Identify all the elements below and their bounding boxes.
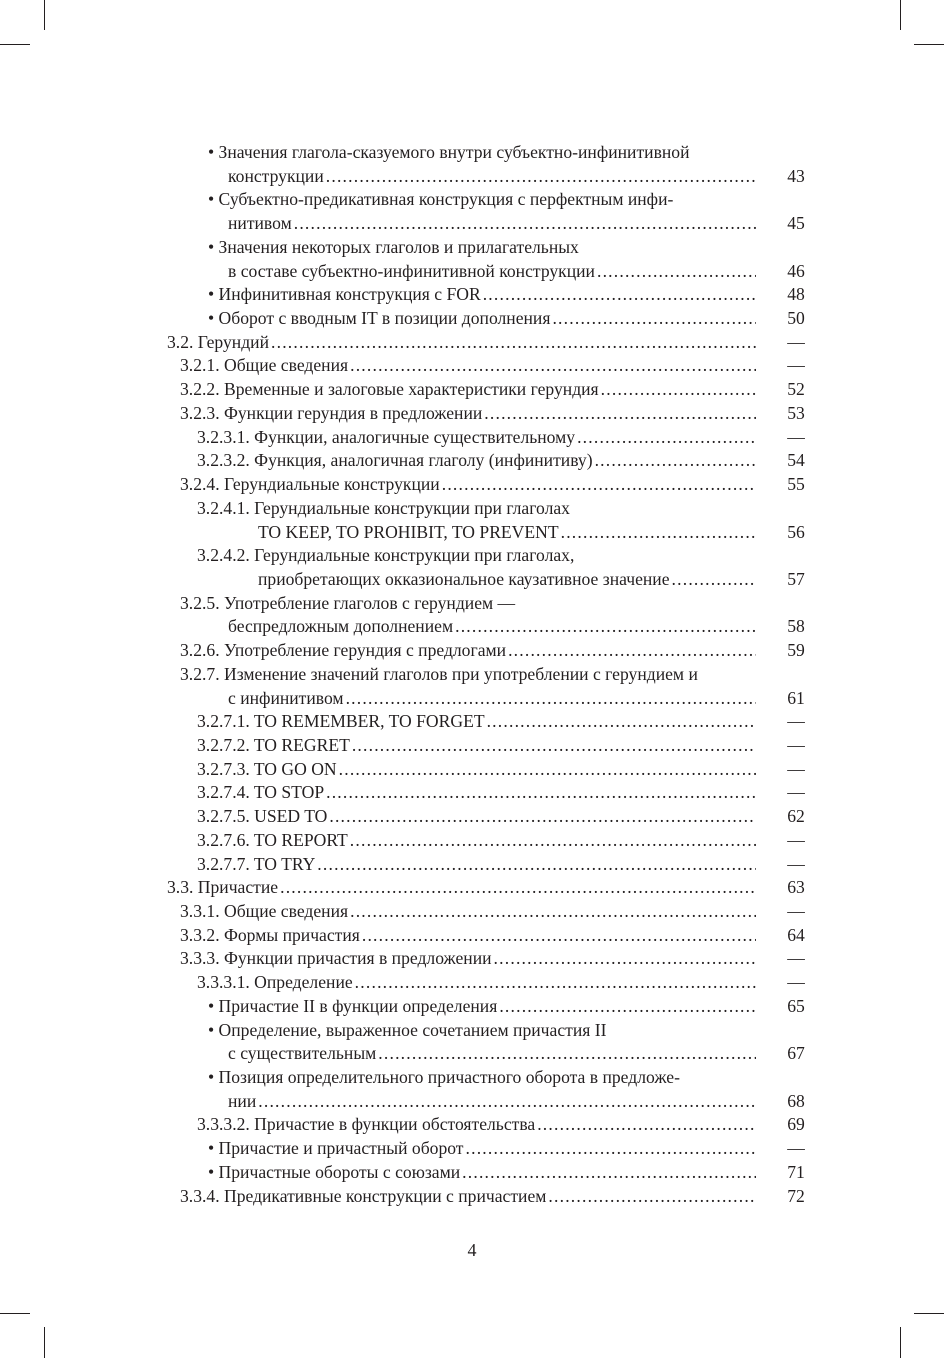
toc-entry[interactable] [0, 331, 944, 355]
toc-entry-title: 3.2.6. Употребление герундия с предлогами [180, 640, 507, 661]
toc-page-number: 57 [787, 568, 805, 589]
toc-page-number: — [787, 426, 805, 447]
toc-entry[interactable] [0, 1113, 944, 1137]
toc-page-number: — [787, 782, 805, 803]
dot-leader [672, 568, 756, 592]
toc-entry-title: 3.2.7. Изменение значений глаголов при употреблении с герундием и [180, 663, 698, 684]
toc-entry-title: 3.3.3. Функции причастия в предложении [180, 948, 492, 969]
toc-page-number: 59 [787, 640, 805, 661]
toc-entry[interactable] [0, 188, 944, 235]
crop-mark [914, 1313, 944, 1314]
toc-entry-title-continued: с инфинитивом [228, 687, 344, 708]
dot-leader [271, 331, 756, 355]
toc-page-number: — [787, 758, 805, 779]
toc-page-number: 68 [787, 1090, 805, 1111]
dot-leader [350, 900, 756, 924]
toc-entry-title: • Инфинитивная конструкция с FOR [208, 284, 481, 305]
toc-page-number: 55 [787, 474, 805, 495]
toc-entry[interactable] [0, 971, 944, 995]
toc-page-number: — [787, 331, 805, 352]
toc-page-number: 65 [787, 995, 805, 1016]
toc-page-number: 72 [787, 1185, 805, 1206]
toc-entry[interactable] [0, 1185, 944, 1209]
toc-entry-title: 3.2.3.1. Функции, аналогичные существительному [197, 426, 576, 447]
toc-entry-title: 3.2.5. Употребление глаголов с герундием — [180, 592, 516, 613]
dot-leader [484, 402, 756, 426]
toc-page-number: 46 [787, 260, 805, 281]
dot-leader [352, 734, 756, 758]
crop-mark [44, 0, 45, 30]
toc-entry[interactable] [0, 354, 944, 378]
dot-leader [326, 165, 756, 189]
toc-entry[interactable] [0, 995, 944, 1019]
dot-leader [508, 639, 756, 663]
dot-leader [537, 1113, 756, 1137]
toc-entry[interactable] [0, 592, 944, 639]
toc-entry-title: 3.3. Причастие [167, 877, 279, 898]
toc-entry-title-continued: конструкции [228, 165, 324, 186]
toc-entry-title-continued: беспредложным дополнением [228, 616, 454, 637]
dot-leader [378, 1042, 756, 1066]
toc-entry[interactable] [0, 1161, 944, 1185]
toc-entry[interactable] [0, 663, 944, 710]
toc-entry-title: 3.2.7.1. TO REMEMBER, TO FORGET [197, 711, 485, 732]
toc-entry[interactable] [0, 307, 944, 331]
crop-mark [900, 1327, 901, 1358]
toc-entry[interactable] [0, 876, 944, 900]
toc-page-number: 58 [787, 616, 805, 637]
toc-entry-title: • Оборот с вводным IT в позиции дополнения [208, 308, 551, 329]
dot-leader [462, 1161, 756, 1185]
toc-entry-title: 3.3.1. Общие сведения [180, 901, 349, 921]
toc-page-number: 48 [787, 284, 805, 305]
toc-entry-title: 3.2.7.3. TO GO ON [197, 758, 337, 779]
toc-entry-title-continued: нитивом [228, 213, 292, 234]
dot-leader [499, 995, 756, 1019]
toc-page-number: 63 [787, 877, 805, 898]
toc-page-number: 64 [787, 924, 805, 945]
dot-leader [280, 876, 756, 900]
toc-entry-title: • Субъектно-предикативная конструкция с перфектным инфи- [208, 189, 674, 210]
toc-entry-title: 3.3.3.2. Причастие в функции обстоятельства [197, 1114, 536, 1135]
dot-leader [329, 805, 756, 829]
toc-entry[interactable] [0, 473, 944, 497]
toc-page-number: 50 [787, 308, 805, 329]
toc-entry-title: 3.2.7.4. TO STOP [197, 782, 325, 803]
toc-entry-title: 3.3.4. Предикативные конструкции с причастием [180, 1185, 547, 1206]
toc-page-number: 62 [787, 806, 805, 827]
toc-entry-title: • Определение, выраженное сочетанием причастия II [208, 1019, 607, 1040]
toc-entry-title: 3.2.7.5. USED TO [197, 806, 328, 827]
dot-leader [339, 758, 756, 782]
toc-entry-title: 3.2. Герундий [167, 331, 269, 352]
toc-page-number: — [787, 901, 805, 921]
crop-mark [44, 1327, 45, 1358]
toc-entry-title-continued: приобретающих окказиональное каузативное значение [258, 568, 670, 589]
toc-entry[interactable] [0, 497, 944, 544]
toc-entry[interactable] [0, 1066, 944, 1113]
toc-entry-title: • Значения некоторых глаголов и прилагательных [208, 236, 579, 257]
toc-entry-title-continued: в составе субъектно-инфинитивной конструкции [228, 260, 595, 281]
page-number: 4 [467, 1240, 477, 1260]
toc-entry[interactable] [0, 402, 944, 426]
toc-entry-title: 3.2.4.2. Герундиальные конструкции при глаголах, [197, 545, 575, 566]
table-of-contents [0, 141, 944, 1208]
toc-entry[interactable] [0, 900, 944, 924]
toc-page-number: — [787, 1138, 805, 1159]
toc-page-number: 45 [787, 213, 805, 234]
toc-entry-title: 3.2.3.2. Функция, аналогичная глаголу (инфинитиву) [197, 450, 593, 471]
toc-entry[interactable] [0, 426, 944, 450]
toc-entry[interactable] [0, 758, 944, 782]
toc-page-number: — [787, 734, 805, 755]
dot-leader [561, 521, 756, 545]
toc-entry-title: 3.2.1. Общие сведения [180, 355, 349, 376]
toc-page-number: 71 [787, 1161, 805, 1182]
toc-entry-title: 3.2.4.1. Герундиальные конструкции при глаголах [197, 497, 570, 518]
toc-entry-title: 3.2.3. Функции герундия в предложении [180, 402, 483, 423]
toc-entry-title: • Причастные обороты с союзами [208, 1161, 461, 1182]
toc-entry-title-continued: TO KEEP, TO PROHIBIT, TO PREVENT [258, 521, 559, 542]
toc-entry-title: 3.3.3.1. Определение [197, 972, 353, 993]
toc-entry[interactable] [0, 829, 944, 853]
toc-entry-title: • Значения глагола-сказуемого внутри субъектно-инфинитивной [208, 142, 690, 162]
dot-leader [442, 473, 756, 497]
toc-page-number: 61 [787, 687, 805, 708]
toc-entry-title-continued: нии [228, 1090, 257, 1111]
crop-mark [900, 0, 901, 30]
toc-entry[interactable] [0, 805, 944, 829]
dot-leader [597, 260, 756, 284]
toc-entry-title: • Позиция определительного причастного оборота в предложе- [208, 1067, 680, 1088]
toc-page-number: — [787, 355, 805, 376]
toc-entry-title: • Причастие и причастный оборот [208, 1138, 464, 1159]
dot-leader [577, 426, 756, 450]
toc-page-number: 52 [787, 379, 805, 400]
toc-entry[interactable] [0, 141, 944, 188]
toc-page-number: — [787, 711, 805, 732]
dot-leader [294, 212, 756, 236]
toc-page-number: 69 [787, 1114, 805, 1135]
toc-page-number: 43 [787, 165, 805, 186]
dot-leader [350, 354, 756, 378]
toc-entry[interactable] [0, 1019, 944, 1066]
dot-leader [601, 378, 756, 402]
toc-entry-title: 3.2.7.2. TO REGRET [197, 734, 350, 755]
toc-entry[interactable] [0, 449, 944, 473]
toc-entry[interactable] [0, 378, 944, 402]
toc-page-number: — [787, 853, 805, 874]
toc-entry[interactable] [0, 639, 944, 663]
toc-entry-title: 3.2.4. Герундиальные конструкции [180, 474, 440, 495]
toc-entry[interactable] [0, 283, 944, 307]
crop-mark [914, 44, 944, 45]
dot-leader [487, 710, 756, 734]
toc-entry[interactable] [0, 781, 944, 805]
toc-page-number: 67 [787, 1043, 805, 1064]
toc-page-number: 53 [787, 402, 805, 423]
dot-leader [466, 1137, 757, 1161]
toc-entry-title: 3.3.2. Формы причастия [180, 924, 360, 945]
toc-entry[interactable] [0, 734, 944, 758]
dot-leader [258, 1090, 756, 1114]
toc-entry[interactable] [0, 544, 944, 591]
toc-entry[interactable] [0, 236, 944, 283]
toc-entry-title: • Причастие II в функции определения [208, 995, 498, 1016]
dot-leader [548, 1185, 756, 1209]
dot-leader [346, 687, 756, 711]
toc-page-number: 54 [787, 450, 805, 471]
dot-leader [552, 307, 756, 331]
dot-leader [317, 853, 756, 877]
toc-entry[interactable] [0, 710, 944, 734]
toc-entry[interactable] [0, 947, 944, 971]
toc-page-number: 56 [787, 521, 805, 542]
toc-entry[interactable] [0, 853, 944, 877]
dot-leader [350, 829, 756, 853]
dot-leader [595, 449, 756, 473]
crop-mark [0, 1313, 30, 1314]
dot-leader [326, 781, 756, 805]
crop-mark [0, 44, 30, 45]
dot-leader [355, 971, 756, 995]
toc-entry[interactable] [0, 1137, 944, 1161]
dot-leader [483, 283, 756, 307]
toc-entry-title: 3.2.7.7. TO TRY [197, 853, 316, 874]
toc-page-number: — [787, 948, 805, 969]
dot-leader [362, 924, 756, 948]
toc-page-number: — [787, 972, 805, 993]
toc-entry-title: 3.2.2. Временные и залоговые характеристики герундия [180, 379, 599, 400]
toc-entry-title-continued: с существительным [228, 1043, 377, 1064]
toc-page-number: — [787, 829, 805, 850]
dot-leader [494, 947, 756, 971]
toc-entry-title: 3.2.7.6. TO REPORT [197, 829, 348, 850]
toc-entry[interactable] [0, 924, 944, 948]
dot-leader [455, 615, 756, 639]
